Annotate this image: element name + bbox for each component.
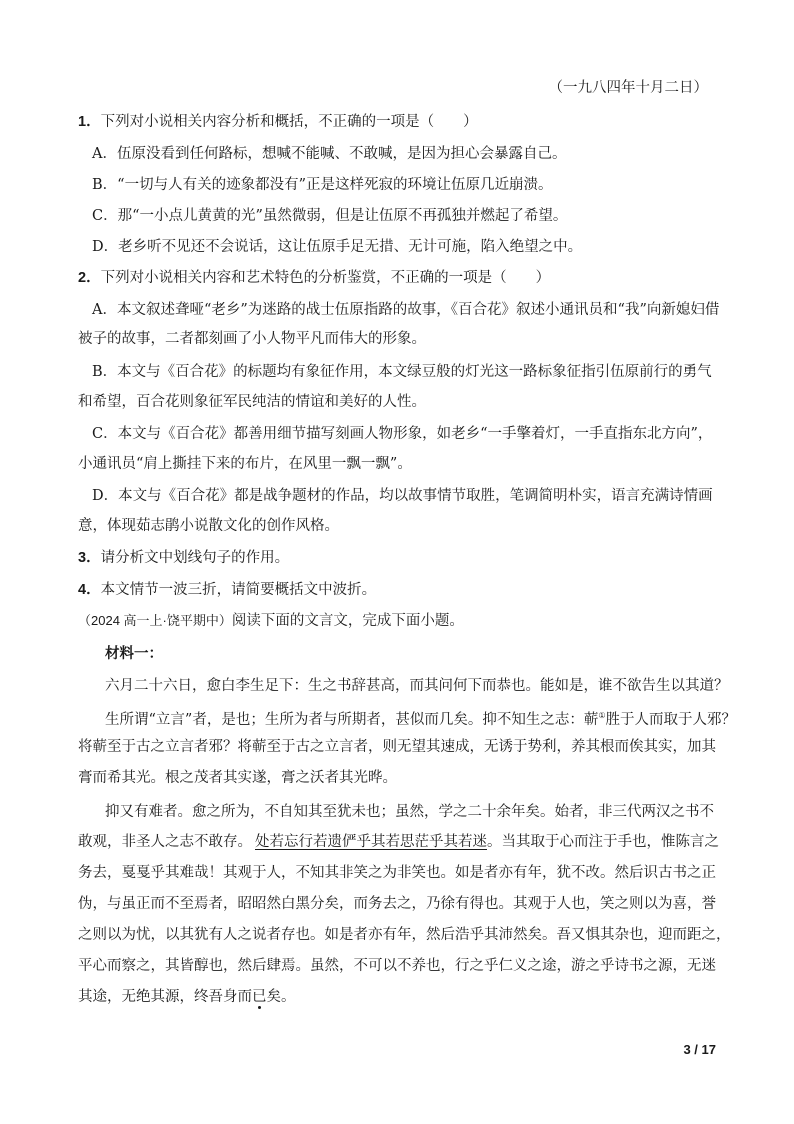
question-1-stem: 下列对小说相关内容分析和概括，不正确的一项是（ ）	[100, 114, 478, 130]
question-4-number: 4．	[78, 582, 101, 598]
underlined-sentence: 处若忘行若遗俨乎其若思茫乎其若迷	[255, 834, 487, 850]
passage-paragraph-3-line-2: 敢观，非圣人之志不敢存。	[78, 834, 252, 850]
passage-text: 胜于人而取于人邪？	[605, 711, 736, 728]
q1-option-d: D．老乡听不见还不会说话，这让伍原手足无措、无计可施，陷入绝望之中。	[92, 239, 583, 255]
q2-option-d-line-2: 意，体现茹志鹃小说散文化的创作风格。	[78, 518, 339, 534]
passage-paragraph-3-line-7: 平心而察之，其皆醇也，然后肆焉。虽然，不可以不养也，行之乎仁义之途，游之乎诗书之源，无迷	[78, 958, 716, 974]
question-3-text: 请分析文中划线句子的作用。	[100, 550, 290, 566]
question-4	[78, 580, 718, 600]
emphasis-dot-char: 已	[252, 989, 267, 1005]
question-4-text: 本文情节一波三折，请简要概括文中波折。	[100, 582, 377, 598]
passage-paragraph-3-line-2-cont	[255, 832, 725, 852]
q1-option-a: A．伍原没看到任何路标，想喊不能喊、不敢喊，是因为担心会暴露自己。	[92, 146, 567, 162]
question-2-number: 2．	[78, 270, 101, 286]
question-1-number: 1．	[78, 114, 101, 130]
question-2	[78, 268, 718, 288]
passage-paragraph-2-line-1	[105, 706, 745, 730]
q2-option-a-line-1: A．本文叙述聋哑“老乡”为迷路的战士伍原指路的故事，《百合花》叙述小通讯员和“我”向新媳妇借	[92, 302, 720, 318]
q1-option-b: B．“一切与人有关的迹象都没有”正是这样死寂的环境让伍原几近崩溃。	[92, 177, 553, 193]
q1-option-c: C．那“一小点儿黄黄的光”虽然微弱，但是让伍原不再孤独并燃起了希望。	[92, 208, 568, 224]
passage-paragraph-1: 六月二十六日，愈白李生足下：生之书辞甚高，而其问何下而恭也。能如是，谁不欲告生以其道？	[105, 678, 729, 694]
q2-option-a-line-2: 被子的故事，二者都刻画了小人物平凡而伟大的形象。	[78, 331, 426, 347]
q2-option-d-line-1: D．本文与《百合花》都是战争题材的作品，均以故事情节取胜，笔调简明朴实，语言充满诗情画	[92, 488, 713, 504]
question-1	[78, 112, 718, 132]
question-3-number: 3．	[78, 550, 101, 566]
question-2-stem: 下列对小说相关内容和艺术特色的分析鉴赏，不正确的一项是（ ）	[100, 270, 551, 286]
q2-option-c-line-1: C．本文与《百合花》都善用细节描写刻画人物形象，如老乡“一手擎着灯，一手直指东北方向”，	[92, 426, 713, 442]
footnote-marker: ①	[598, 711, 606, 720]
passage-paragraph-3-line-8	[78, 987, 718, 1007]
question-3	[78, 548, 718, 568]
passage-text: 其途，无绝其源，终吾身而	[78, 989, 252, 1005]
passage-paragraph-3-line-6: 之则以为忧，以其犹有人之说者存也。如是者亦有年，然后浩乎其沛然矣。吾又惧其杂也，迎而距之，	[78, 927, 731, 943]
passage-text: 矣。	[266, 989, 296, 1005]
q2-option-b-line-1: B．本文与《百合花》的标题均有象征作用，本文绿豆般的灯光这一路标象征指引伍原前行的勇气	[92, 364, 712, 380]
date-line: （一九八四年十月二日）	[548, 80, 708, 96]
source-tag: （2024 高一上·饶平期中）	[78, 613, 232, 628]
passage-paragraph-2-line-2: 将蕲至于古之立言者邪？将蕲至于古之立言者，则无望其速成，无诱于势利，养其根而俟其实，加其	[78, 739, 716, 755]
page-number: 3 / 17	[683, 1042, 716, 1057]
material-title: 材料一：	[105, 645, 163, 662]
source-line	[78, 611, 718, 631]
passage-paragraph-3-line-4: 务去，戛戛乎其难哉！其观于人，不知其非笑之为非笑也。如是者亦有年，犹不改。然后识古书之正	[78, 865, 716, 881]
source-instruction: 阅读下面的文言文，完成下面小题。	[231, 613, 464, 629]
q2-option-b-line-2: 和希望，百合花则象征军民纯洁的情谊和美好的人性。	[78, 394, 426, 410]
passage-paragraph-2-line-3: 膏而希其光。根之茂者其实遂，膏之沃者其光晔。	[78, 770, 397, 786]
passage-paragraph-3-line-5: 伪，与虽正而不至焉者，昭昭然白黑分矣，而务去之，乃徐有得也。其观于人也，笑之则以为喜，誉	[78, 896, 716, 912]
passage-text: 。当其取于心而注于手也，惟陈言之	[487, 834, 719, 850]
q2-option-c-line-2: 小通讯员“肩上撕挂下来的布片，在风里一飘一飘”。	[78, 456, 412, 472]
passage-text: 生所谓“立言”者，是也；生所为者与所期者，甚似而几矣。抑不知生之志：蕲	[105, 711, 599, 728]
passage-paragraph-3-line-1: 抑又有难者。愈之所为，不自知其至犹未也；虽然，学之二十余年矣。始者，非三代两汉之书不	[105, 804, 714, 820]
